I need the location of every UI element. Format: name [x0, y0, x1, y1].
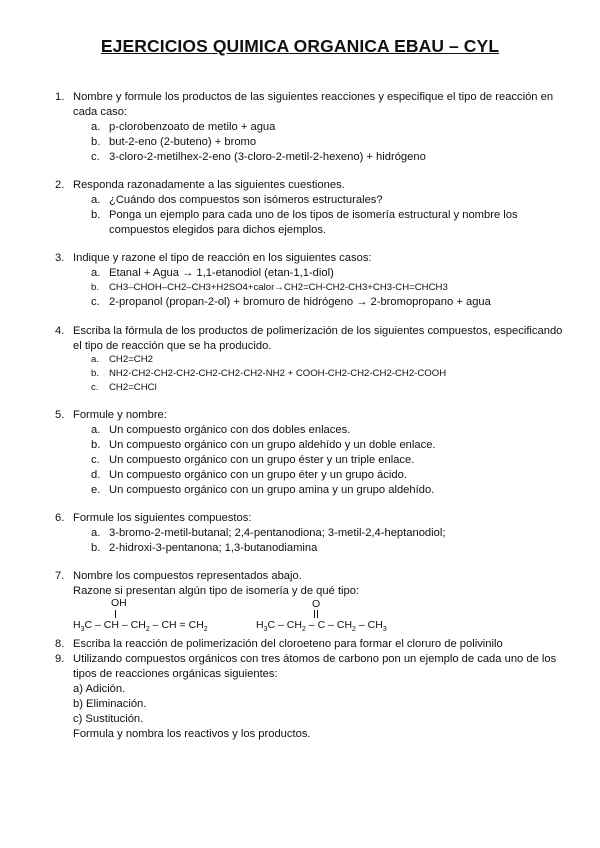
q7-line1: Nombre los compuestos representados abajo. — [73, 570, 302, 582]
q5-item-b: Un compuesto orgánico con un grupo aldehído y un doble enlace. — [109, 439, 436, 451]
q5-item-d-label: d. — [91, 469, 101, 481]
q6-item-a: 3-bromo-2-metil-butanal; 2,4-pentanodiona; 3-metil-2,4-heptanodiol; — [109, 527, 446, 539]
q4-line1: Escriba la fórmula de los productos de polimerización de los siguientes compuestos, especificando — [73, 325, 563, 337]
q1-item-a: p-clorobenzoato de metilo + agua — [109, 121, 276, 133]
q8-line1: Escriba la reacción de polimerización del cloroeteno para formar el cloruro de polivinilo — [73, 638, 503, 650]
q5-item-b-label: b. — [91, 439, 101, 451]
q6-item-b: 2-hidroxi-3-pentanona; 1,3-butanodiamina — [109, 542, 318, 554]
q3-item-c: 2-propanol (propan-2-ol) + bromuro de hidrógeno → 2-bromopropano + agua — [109, 296, 491, 308]
q1-item-c: 3-cloro-2-metilhex-2-eno (3-cloro-2-metil-2-hexeno) + hidrógeno — [109, 151, 426, 163]
q1-item-b-label: b. — [91, 136, 101, 148]
q5-item-a: Un compuesto orgánico con dos dobles enlaces. — [109, 424, 351, 436]
q9-closing: Formula y nombra los reactivos y los productos. — [73, 728, 311, 740]
q4-item-a: CH2=CH2 — [109, 354, 153, 365]
q1-line2: cada caso: — [73, 106, 128, 118]
q9-line2: tipos de reacciones orgánicas siguientes: — [73, 668, 278, 680]
q4-item-c: CH2=CHCl — [109, 382, 157, 393]
q9-item-a: a) Adición. — [73, 683, 126, 695]
formula2-double-bond-a — [314, 610, 315, 618]
q9-line1: Utilizando compuestos orgánicos con tres átomos de carbono pon un ejemplo de cada uno de los — [73, 653, 557, 665]
q6-number: 6. — [55, 512, 65, 524]
q4-line2: el tipo de reacción que se ha producido. — [73, 340, 272, 352]
q3-line1: Indique y razone el tipo de reacción en los siguientes casos: — [73, 252, 372, 264]
formula1-oh: OH — [111, 597, 127, 609]
q7-number: 7. — [55, 570, 65, 582]
q4-item-b: NH2-CH2-CH2-CH2-CH2-CH2-CH2-NH2 + COOH-CH2-CH2-CH2-CH2-COOH — [109, 368, 447, 379]
q2-item-a-label: a. — [91, 194, 101, 206]
q5-item-e: Un compuesto orgánico con un grupo amina y un grupo aldehído. — [109, 484, 435, 496]
q8-number: 8. — [55, 638, 65, 650]
q9-item-b: b) Eliminación. — [73, 698, 147, 710]
formula2-double-bond-b — [317, 610, 318, 618]
q5-item-e-label: e. — [91, 484, 101, 496]
formula1-bond — [115, 610, 116, 618]
q1-item-c-label: c. — [91, 151, 100, 163]
q2-item-b: Ponga un ejemplo para cada uno de los tipos de isomería estructural y nombre los — [109, 209, 518, 221]
q1-item-a-label: a. — [91, 121, 101, 133]
q5-item-a-label: a. — [91, 424, 101, 436]
q9-number: 9. — [55, 653, 65, 665]
q4-item-a-label: a. — [91, 354, 100, 365]
q2-item-b-label: b. — [91, 209, 101, 221]
q2-item-b-cont: compuestos elegidos para dichos ejemplos. — [109, 224, 327, 236]
q6-item-b-label: b. — [91, 542, 101, 554]
q4-number: 4. — [55, 325, 65, 337]
q3-item-a-label: a. — [91, 267, 101, 279]
q1-number: 1. — [55, 91, 65, 103]
q9-item-c: c) Sustitución. — [73, 713, 144, 725]
q1-item-b: but-2-eno (2-buteno) + bromo — [109, 136, 257, 148]
q5-item-d: Un compuesto orgánico con un grupo éter y un grupo ácido. — [109, 469, 407, 481]
q4-item-b-label: b. — [91, 368, 100, 379]
formula1-chain: $H_3C$ – CH – $CH_2$ – CH = $CH_2$ — [73, 619, 208, 634]
q3-item-c-label: c. — [91, 296, 100, 308]
page-title: EJERCICIOS QUIMICA ORGANICA EBAU – CYL — [100, 36, 500, 56]
q2-line1: Responda razonadamente a las siguientes cuestiones. — [73, 179, 345, 191]
formula2-chain: $H_3C - CH_2$ – C – $CH_2 - CH_3$ — [256, 619, 387, 634]
q3-item-a: Etanal + Agua → 1,1-etanodiol (etan-1,1-diol) — [109, 267, 334, 279]
q5-line1: Formule y nombre: — [73, 409, 167, 421]
q3-number: 3. — [55, 252, 65, 264]
q2-number: 2. — [55, 179, 65, 191]
q4-item-c-label: c. — [91, 382, 99, 393]
q5-item-c: Un compuesto orgánico con un grupo éster y un triple enlace. — [109, 454, 415, 466]
q5-item-c-label: c. — [91, 454, 100, 466]
q3-item-b-label: b. — [91, 282, 100, 293]
q6-item-a-label: a. — [91, 527, 101, 539]
q3-item-b: CH3–CHOH–CH2–CH3+H2SO4+calor→CH2=CH-CH2-CH3+CH3-CH=CHCH3 — [109, 282, 448, 293]
q7-line2: Razone si presentan algún tipo de isomería y de qué tipo: — [73, 585, 360, 597]
q5-number: 5. — [55, 409, 65, 421]
q2-item-a: ¿Cuándo dos compuestos son isómeros estructurales? — [109, 194, 383, 206]
q6-line1: Formule los siguientes compuestos: — [73, 512, 252, 524]
q1-line1: Nombre y formule los productos de las siguientes reacciones y especifique el tipo de reacción en — [73, 91, 554, 103]
formula2-oxygen: O — [312, 598, 321, 610]
